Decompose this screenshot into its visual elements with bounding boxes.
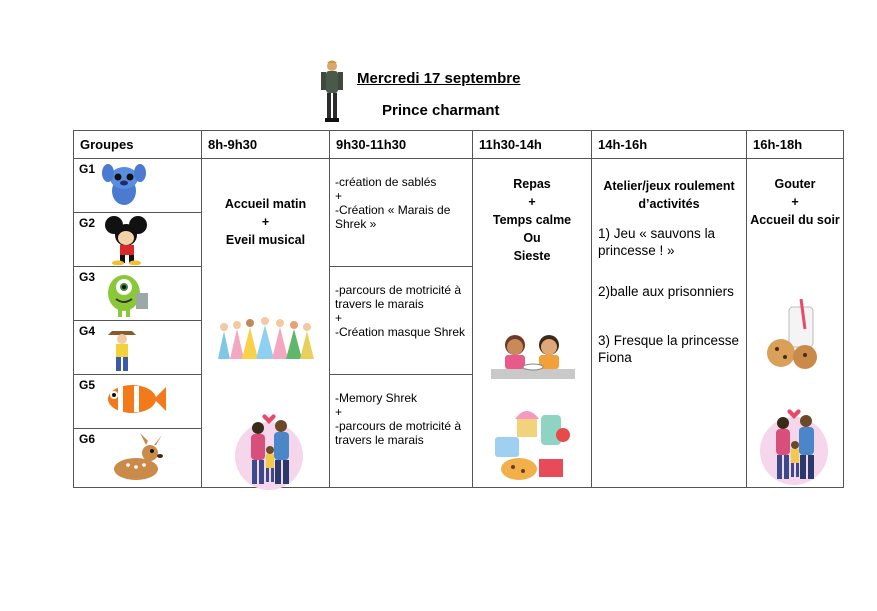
group-label: G4 <box>79 324 96 338</box>
cell-atelier <box>592 159 747 488</box>
stitch-icon <box>102 161 147 209</box>
col-header-8h: 8h-9h30 <box>202 131 330 159</box>
plus-text: + <box>791 195 799 209</box>
group-label: G5 <box>79 378 96 392</box>
activity-plus: + <box>335 311 343 325</box>
plus-text: + <box>261 215 270 229</box>
cell-accueil-matin <box>202 159 330 488</box>
col-header-16h: 16h-18h <box>747 131 844 159</box>
cell-activity-block2 <box>330 267 473 375</box>
col-header-11h30: 11h30-14h <box>473 131 592 159</box>
family-icon <box>759 409 829 485</box>
col-header-14h: 14h-16h <box>592 131 747 159</box>
group-cell-g5 <box>74 375 202 429</box>
activity-plus: + <box>335 405 343 419</box>
eveil-musical-text: Eveil musical <box>225 233 306 247</box>
activity-line: -Création « Marais de Shrek » <box>335 203 451 231</box>
group-cell-g6 <box>74 429 202 488</box>
temps-calme-text: Temps calme <box>492 213 572 227</box>
activity-line: -Memory Shrek <box>335 391 418 405</box>
col-header-9h30: 9h30-11h30 <box>330 131 473 159</box>
bambi-icon <box>102 431 168 485</box>
group-cell-g1 <box>74 159 202 213</box>
page-title: Mercredi 17 septembre <box>357 70 521 87</box>
header-row <box>74 131 844 159</box>
mickey-icon <box>102 215 152 265</box>
family-icon <box>234 414 304 490</box>
woody-icon <box>102 323 142 373</box>
cell-gouter <box>747 159 844 488</box>
activity-3: 3) Fresque la princesse Fiona <box>598 333 740 365</box>
activity-line: -Création masque Shrek <box>335 325 466 339</box>
activity-2: 2)balle aux prisonniers <box>598 284 734 299</box>
cell-repas <box>473 159 592 488</box>
milk-cookies-icon <box>761 299 833 375</box>
group-label: G3 <box>79 270 96 284</box>
page-subtitle: Prince charmant <box>382 102 500 119</box>
ou-text: Ou <box>523 231 541 245</box>
mike-wazowski-icon <box>102 269 152 319</box>
princesses-icon <box>216 309 316 361</box>
group-label: G1 <box>79 162 96 176</box>
activity-plus: + <box>335 189 343 203</box>
schedule-table <box>73 130 844 488</box>
sieste-text: Sieste <box>513 249 551 263</box>
col-header-groupes: Groupes <box>74 131 202 159</box>
group-label: G2 <box>79 216 96 230</box>
cell-activity-block1 <box>330 159 473 267</box>
gouter-text: Gouter <box>774 177 816 191</box>
group-cell-g2 <box>74 213 202 267</box>
group-cell-g4 <box>74 321 202 375</box>
page-header <box>0 0 877 130</box>
nemo-icon <box>102 377 168 419</box>
plus-text: + <box>528 195 536 209</box>
accueil-soir-text: Accueil du soir <box>750 213 840 227</box>
table-row <box>74 159 844 213</box>
activity-1: 1) Jeu « sauvons la princesse ! » <box>598 226 716 258</box>
activity-line: -parcours de motricité à travers le marais <box>335 419 462 447</box>
kids-eating-icon <box>489 327 577 383</box>
activity-line: -création de sablés <box>335 175 437 189</box>
prince-charming-icon <box>316 58 348 124</box>
atelier-title: Atelier/jeux roulement d’activités <box>603 179 735 211</box>
repas-text: Repas <box>513 177 551 191</box>
snacks-icon <box>489 397 579 487</box>
activity-line: -parcours de motricité à travers le marais <box>335 283 462 311</box>
cell-activity-block3 <box>330 375 473 488</box>
group-cell-g3 <box>74 267 202 321</box>
accueil-matin-text: Accueil matin <box>224 197 307 211</box>
group-label: G6 <box>79 432 96 446</box>
